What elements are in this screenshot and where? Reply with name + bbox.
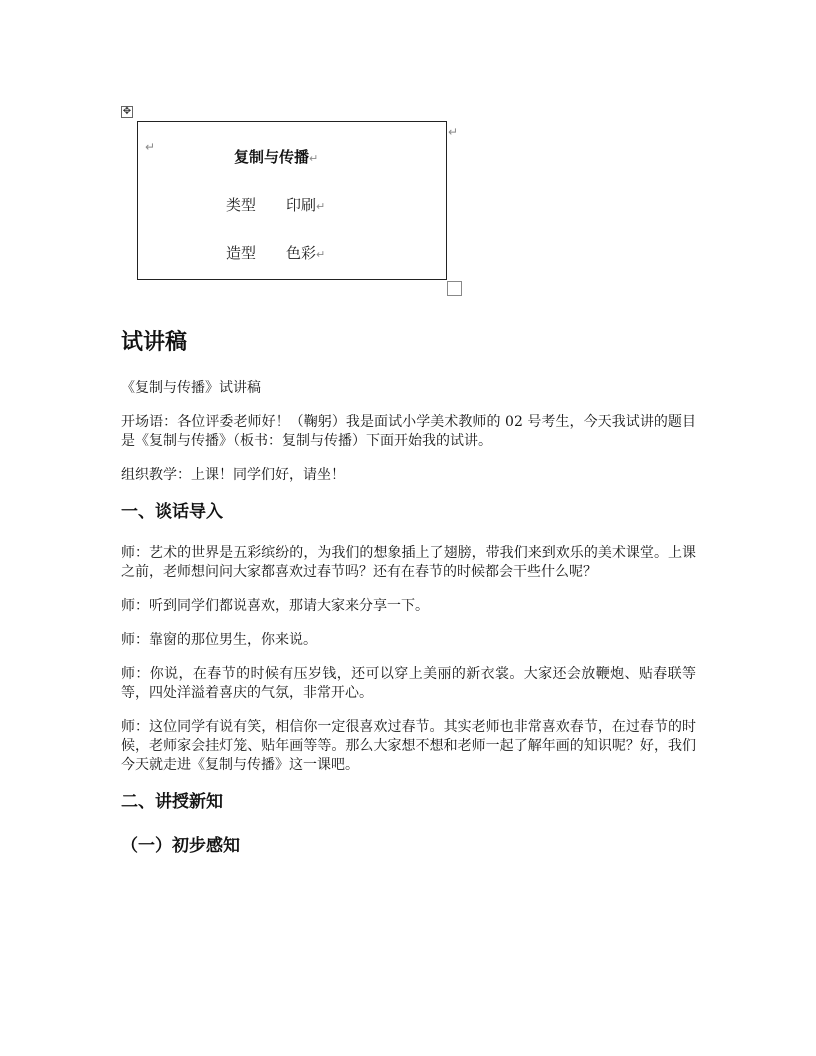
text-frame[interactable] [137,121,447,280]
frame-title [234,146,318,167]
frame-row-1 [226,194,325,215]
frame-row-2-right: 色彩 [286,244,317,262]
paragraph-mark-icon: ↵ [316,200,326,213]
frame-title-text: 复制与传播 [234,148,310,166]
paragraph: 师：艺术的世界是五彩缤纷的，为我们的想象插上了翅膀，带我们来到欢乐的美术课堂。上课之前，老师想问问大家都喜欢过春节吗？还有在春节的时候都会干些什么呢？ [121,545,696,580]
section-heading-2: 二、讲授新知 [121,792,223,812]
paragraph: 师：靠窗的那位男生，你来说。 [121,632,317,648]
paragraph-mark-icon: ↵ [145,140,156,154]
subsection-heading: （一）初步感知 [121,836,240,856]
paragraph-mark-icon: ↵ [448,125,459,139]
paragraph: 《复制与传播》试讲稿 [121,380,261,396]
frame-row-2-left: 造型 [226,244,257,262]
paragraph: 师：你说，在春节的时候有压岁钱，还可以穿上美丽的新衣裳。大家还会放鞭炮、贴春联等等，四处洋溢着喜庆的气氛，非常开心。 [121,666,696,701]
paragraph-mark-icon: ↵ [316,248,326,261]
resize-handle[interactable] [447,281,462,296]
frame-row-1-left: 类型 [226,196,257,214]
paragraph: 师：这位同学有说有笑，相信你一定很喜欢过春节。其实老师也非常喜欢春节，在过春节的时候，老师家会挂灯笼、贴年画等等。那么大家想不想和老师一起了解年画的知识呢？好，我们今天就走进《复制与传播》这一课吧。 [121,719,696,773]
paragraph: 开场语：各位评委老师好！（鞠躬）我是面试小学美术教师的 02 号考生，今天我试讲的题目是《复制与传播》（板书：复制与传播）下面开始我的试讲。 [121,414,696,449]
paragraph-mark-icon: ↵ [309,152,319,165]
paragraph: 组织教学：上课！同学们好，请坐！ [121,467,345,483]
paragraph: 师：听到同学们都说喜欢，那请大家来分享一下。 [121,598,429,614]
move-cross-icon[interactable]: ✥ [122,106,132,117]
frame-row-2 [226,242,325,263]
section-heading-1: 一、谈话导入 [121,502,223,522]
document-title: 试讲稿 [121,330,188,355]
document-body [121,327,696,858]
frame-row-1-right: 印刷 [286,196,317,214]
